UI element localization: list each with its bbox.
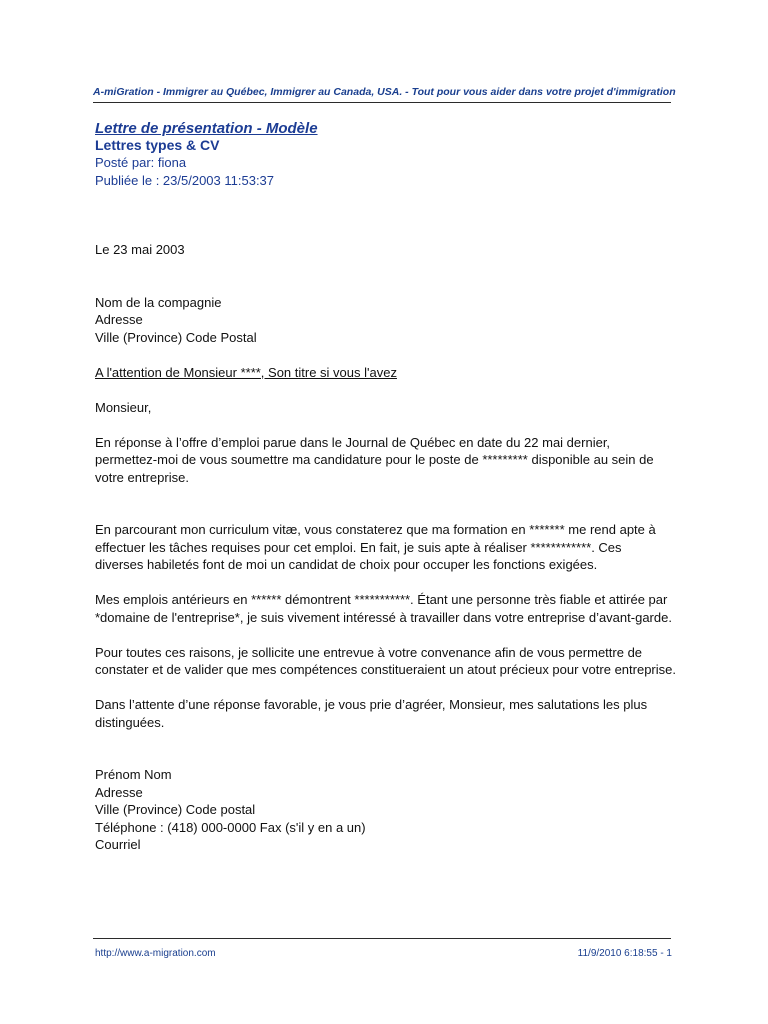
paragraph-line: Dans l’attente d’une réponse favorable, je vous prie d’agréer, Monsieur, mes salutations les plus: [95, 697, 648, 712]
footer-timestamp-page: 11/9/2010 6:18:55 - 1: [577, 948, 672, 959]
paragraph-line: votre entreprise.: [95, 469, 189, 485]
letter-paragraph: [95, 521, 670, 574]
attention-line: A l'attention de Monsieur ****, Son titre si vous l'avez: [95, 364, 397, 380]
recipient-address: Adresse: [95, 312, 143, 327]
paragraph-line: effectuer les tâches requises pour cet emploi. En fait, je suis apte à réaliser ************. Ces: [95, 539, 622, 555]
paragraph-line: permettez-moi de vous soumettre ma candidature pour le poste de ********* disponible au sein de: [95, 452, 654, 467]
signature-phone: Téléphone : (418) 000-0000 Fax (s'il y en a un): [95, 819, 366, 835]
letter-body: [95, 241, 676, 854]
signature-city: Ville (Province) Code postal: [95, 802, 256, 817]
header-divider: [93, 102, 671, 103]
recipient-city: Ville (Province) Code Postal: [95, 329, 257, 345]
footer-divider: [93, 938, 671, 939]
article-title-link[interactable]: Lettre de présentation - Modèle: [95, 120, 318, 137]
signature-address: Adresse: [95, 784, 143, 800]
paragraph-line: *domaine de l'entreprise*, je suis vivement intéressé à travailler dans votre entreprise d’avant-garde.: [95, 609, 672, 625]
article-category: Lettres types & CV: [95, 137, 220, 153]
paragraph-line: diverses habiletés font de moi un candidat de choix pour occuper les fonctions exigées.: [95, 557, 598, 572]
signature-name: Prénom Nom: [95, 767, 172, 782]
paragraph-line: En réponse à l’offre d’emploi parue dans le Journal de Québec en date du 22 mai dernier,: [95, 434, 611, 450]
paragraph-line: En parcourant mon curriculum vitæ, vous constaterez que ma formation en ******* me rend apte à: [95, 522, 656, 537]
paragraph-line: Pour toutes ces raisons, je sollicite une entrevue à votre convenance afin de vous permettre de: [95, 644, 643, 660]
footer-url-link[interactable]: http://www.a-migration.com: [95, 948, 216, 959]
recipient-company: Nom de la compagnie: [95, 294, 222, 310]
site-header-tagline: A-miGration - Immigrer au Québec, Immigrer au Canada, USA. - Tout pour vous aider dans votre projet d'immigration: [93, 86, 676, 98]
letter-date: Le 23 mai 2003: [95, 242, 185, 257]
article-publish-date: Publiée le : 23/5/2003 11:53:37: [95, 173, 275, 188]
paragraph-line: Mes emplois antérieurs en ****** démontrent ***********. Étant une personne très fiable et attirée par: [95, 592, 668, 607]
letter-paragraph: [95, 696, 670, 731]
letter-paragraph: [95, 644, 676, 679]
letter-paragraph: [95, 434, 670, 487]
recipient-block: [95, 294, 670, 347]
paragraph-line: constater et de valider que mes compétences constitueraient un atout précieux pour votre entreprise.: [95, 662, 676, 677]
salutation: Monsieur,: [95, 399, 152, 415]
paragraph-line: distinguées.: [95, 714, 165, 730]
letter-paragraph: [95, 591, 670, 626]
signature-block: [95, 766, 670, 854]
article-author: Posté par: fiona: [95, 155, 187, 170]
signature-email: Courriel: [95, 837, 141, 852]
